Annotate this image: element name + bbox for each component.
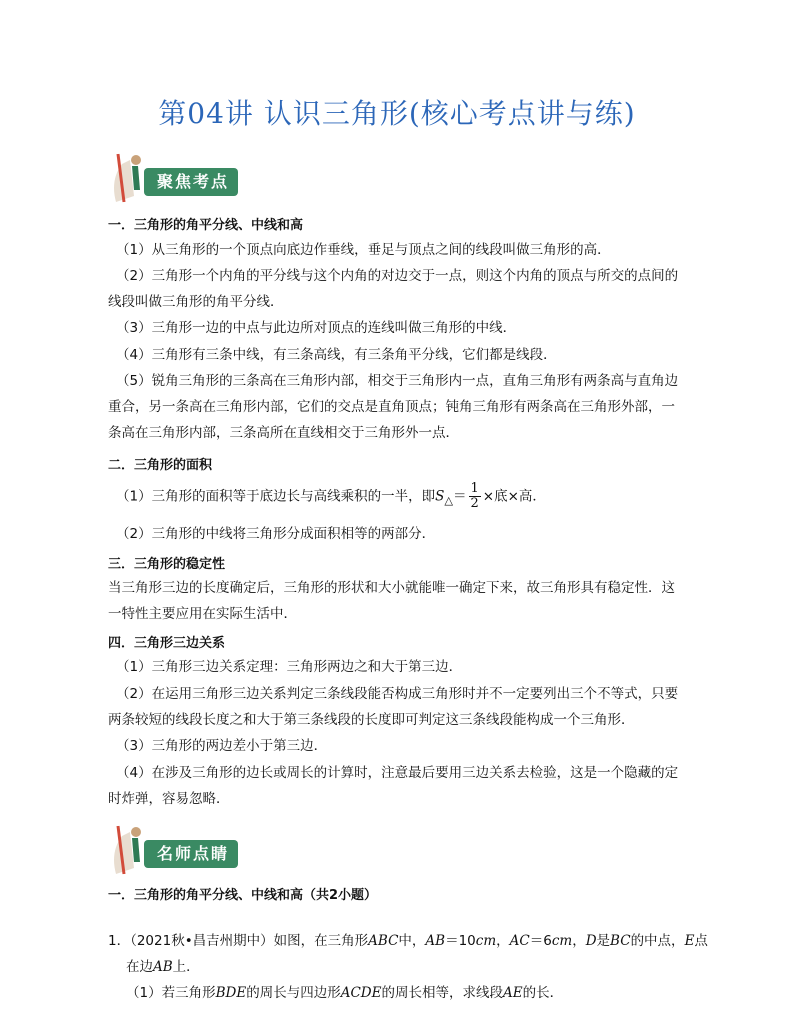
section-banner-tips xyxy=(108,822,240,878)
question-text: 的周长相等，求线段 xyxy=(381,985,503,1001)
math-var: D xyxy=(585,933,597,949)
math-unit: cm xyxy=(551,933,573,949)
section-heading-3: 三．三角形的稳定性 xyxy=(108,557,226,572)
question-text: 中， xyxy=(398,933,426,949)
paragraph: 重合，另一条高在三角形内部，它们的交点是直角顶点；钝角三角形有两条高在三角形外部，一 xyxy=(108,399,675,415)
question-1-line-1 xyxy=(108,931,708,951)
question-text: 的长． xyxy=(522,985,564,1001)
paragraph: （2）三角形一个内角的平分线与这个内角的对边交于一点，则这个内角的顶点与所交的点间的 xyxy=(116,268,679,284)
math-var: AB xyxy=(425,933,446,949)
question-1-line-2 xyxy=(126,957,706,977)
paragraph: （3）三角形的两边差小于第三边． xyxy=(116,738,328,754)
question-text: （2021秋•昌吉州期中）如图，在三角形 xyxy=(130,933,369,949)
math-var: E xyxy=(684,933,695,949)
question-text: ， xyxy=(496,933,510,949)
question-1-subquestion-1 xyxy=(126,983,706,1003)
fraction xyxy=(469,482,481,511)
section-banner-focus xyxy=(108,150,240,206)
paragraph: 一特性主要应用在实际生活中． xyxy=(108,606,297,622)
question-text: 点 xyxy=(694,933,708,949)
paragraph: 时炸弹，容易忽略． xyxy=(108,791,230,807)
paragraph: （5）锐角三角形的三条高在三角形内部，相交于三角形内一点，直角三角形有两条高与直角边 xyxy=(116,373,679,389)
equals-sign: ＝ xyxy=(453,488,467,505)
section-heading-4: 四．三角形三边关系 xyxy=(108,636,226,651)
triangle-subscript: △ xyxy=(444,494,453,508)
paragraph: （1）从三角形的一个顶点向底边作垂线，垂足与顶点之间的线段叫做三角形的高． xyxy=(116,242,611,258)
question-text: ， xyxy=(572,933,586,949)
paragraph: （2）在运用三角形三边关系判定三条线段能否构成三角形时并不一定要列出三个不等式，只要 xyxy=(116,686,679,702)
paragraph: （2）三角形的中线将三角形分成面积相等的两部分． xyxy=(116,526,436,542)
math-var: BDE xyxy=(215,985,247,1001)
paragraph: 条高在三角形内部，三条高所在直线相交于三角形外一点． xyxy=(108,425,459,441)
question-text: （1）若三角形 xyxy=(126,985,216,1001)
fraction-denominator: 2 xyxy=(470,496,479,511)
paragraph: 当三角形三边的长度确定后，三角形的形状和大小就能唯一确定下来，故三角形具有稳定性．这 xyxy=(108,580,675,596)
question-text: 是 xyxy=(596,933,611,949)
paragraph: （4）三角形有三条中线，有三条高线，有三条角平分线，它们都是线段． xyxy=(116,347,557,363)
section-heading-1: 一．三角形的角平分线、中线和高 xyxy=(108,218,304,233)
paragraph: 线段叫做三角形的角平分线． xyxy=(108,294,284,310)
question-text: 的周长与四边形 xyxy=(246,985,341,1001)
paragraph: （4）在涉及三角形的边长或周长的计算时，注意最后要用三边关系去检验，这是一个隐藏的定 xyxy=(116,765,679,781)
paragraph: （3）三角形一边的中点与此边所对顶点的连线叫做三角形的中线． xyxy=(116,320,517,336)
math-var: AE xyxy=(502,985,523,1001)
section-heading-5: 一．三角形的角平分线、中线和高（共2小题） xyxy=(108,888,378,903)
math-var: ACDE xyxy=(340,985,382,1001)
formula-text: ×底×高． xyxy=(482,488,546,505)
math-var: AC xyxy=(509,933,530,949)
math-unit: cm xyxy=(475,933,497,949)
banner-label: 名师点睛 xyxy=(156,844,229,863)
paragraph: 两条较短的线段长度之和大于第三条线段的长度即可判定这三条线段能构成一个三角形． xyxy=(108,712,635,728)
question-text: 的中点， xyxy=(630,933,685,949)
paragraph: （1）三角形三边关系定理：三角形两边之和大于第三边． xyxy=(116,659,463,675)
page-title: 第04讲 认识三角形(核心考点讲与练) xyxy=(158,97,636,130)
question-text: ＝10 xyxy=(445,933,476,949)
question-number: 1． xyxy=(108,933,131,949)
math-var: AB xyxy=(153,959,173,975)
formula-text: （1）三角形的面积等于底边长与高线乘积的一半，即 xyxy=(116,488,436,505)
question-text: 在边 xyxy=(126,959,153,975)
banner-label: 聚焦考点 xyxy=(156,172,229,191)
section-heading-2: 二．三角形的面积 xyxy=(108,458,213,473)
fraction-numerator: 1 xyxy=(470,481,479,496)
math-var: BC xyxy=(610,933,631,949)
question-text: 上． xyxy=(172,959,200,975)
area-symbol: S xyxy=(435,488,445,505)
math-var: ABC xyxy=(368,933,399,949)
area-formula-paragraph xyxy=(116,482,696,511)
question-text: ＝6 xyxy=(529,933,552,949)
